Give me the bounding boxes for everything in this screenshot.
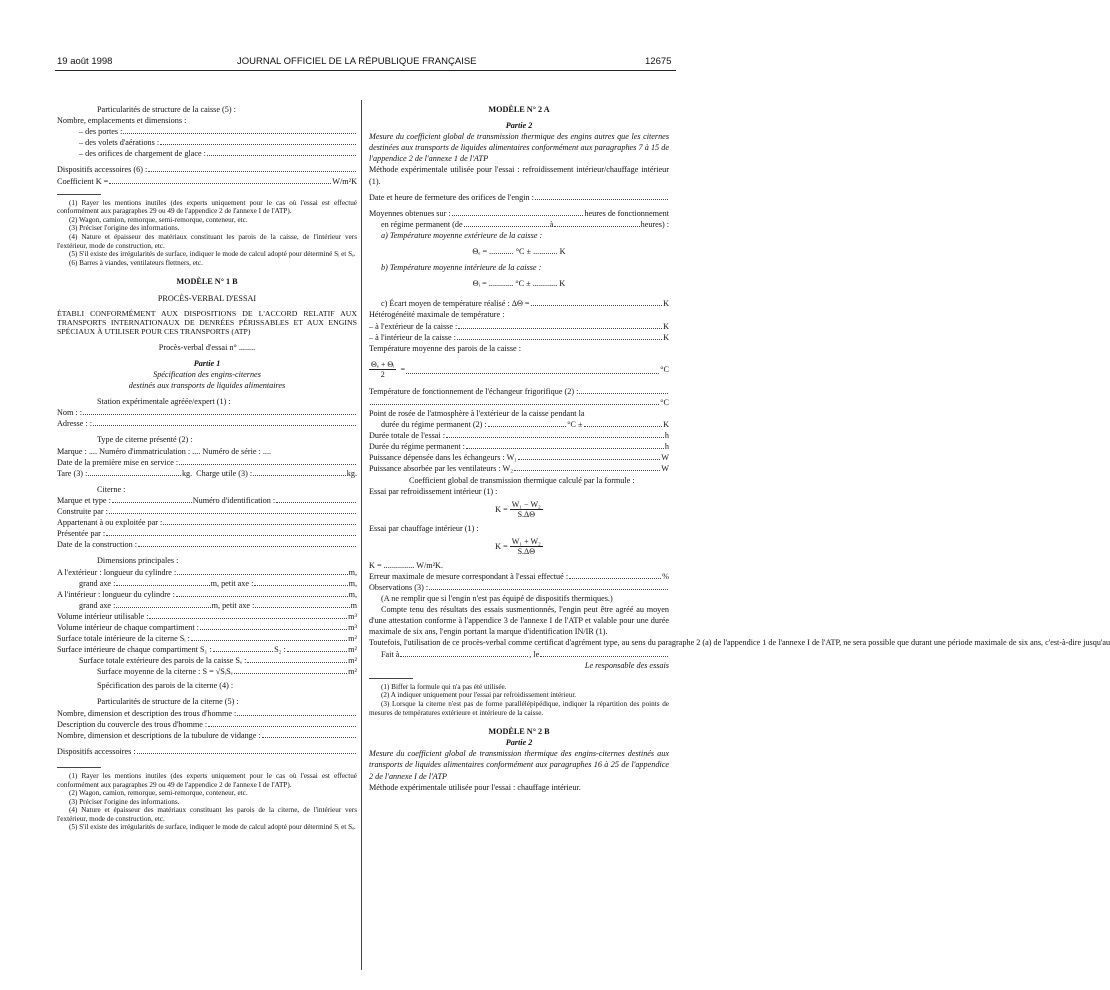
footnote: (2) A indiquer uniquement pour l'essai par refroidissement intérieur. <box>381 691 577 700</box>
column-divider <box>361 100 362 970</box>
form-line: Température de fonctionnement de l'échangeur frigorifique (2) : <box>369 386 669 397</box>
form-line: Marque et type : Numéro d'identification : <box>57 495 357 506</box>
text-line: Hétérogénéité maximale de température : <box>369 310 505 320</box>
form-line: Puissance absorbée par les ventilateurs : W₂ W <box>369 464 669 474</box>
form-line: – à l'extérieur de la caisse : K <box>369 321 669 331</box>
subtitle: destinés aux transports de liquides alimentaires <box>128 381 286 391</box>
footnote: (5) S'il existe des irrégularités de surface, indiquer le mode de calcul adopté pour déterminé Sᵢ et Sₑ. <box>69 250 356 259</box>
footnote-separator <box>57 767 101 768</box>
footnote-separator <box>369 678 413 679</box>
footnote: (4) Nature et épaisseur des matériaux constituant les parois de la citerne, de l'intérieur vers l'extérieur, mode de construction, etc. <box>57 806 357 823</box>
form-line: Volume intérieur utilisable : m³ <box>57 611 357 621</box>
text-line: Dimensions principales : <box>97 556 179 566</box>
form-line: Date de la construction : <box>57 539 357 550</box>
footnote: (1) Rayer les mentions inutiles (des experts uniquement pour le cas où l'essai est effectué conformément aux paragraphes 29 ou 49 de l'appendice 2 de l'annexe I de l'ATP). <box>57 198 357 216</box>
form-line: Dispositifs accessoires : <box>57 746 357 757</box>
header-date: 19 août 1998 <box>57 56 113 67</box>
formula-line: Θₑ = ............ °C ± ............ K <box>472 247 566 257</box>
form-line: – des orifices de chargement de glace : <box>57 148 357 159</box>
footnote: (2) Wagon, camion, remorque, semi-remorque, conteneur, etc. <box>69 215 248 224</box>
form-line: Tare (3) : kg. Charge utile (3) : kg. <box>57 468 358 478</box>
formula-block: $K = \frac{\text{W₁ + W₂}}{S.\Delta\Theta}$ <box>495 536 541 556</box>
form-line: c) Écart moyen de température réalisé : ΔΘ = K <box>381 299 669 309</box>
text-line: Station expérimentale agréée/expert (1) : <box>97 397 231 407</box>
text-block: Mesure du coefficient global de transmission thermique des engins-citernes destinés aux transports de liquides alimentaires conformément aux paragraphes 16 à 25 de l'appendice 2 de l'annexe I de l'ATP <box>369 749 669 781</box>
text-line: Marque : .... Numéro d'immatriculation : .... Numéro de série : .... <box>57 446 272 456</box>
form-line: Fait à , le <box>369 649 669 660</box>
model-title: MODÈLE N° 2 B <box>488 727 550 737</box>
part-title: Partie 2 <box>505 121 533 131</box>
form-line: Construite par : <box>57 506 357 517</box>
form-line: °C <box>369 397 669 408</box>
part-title: Partie 2 <box>505 738 533 748</box>
fraction-numerator: Θₑ + Θᵢ <box>371 359 395 369</box>
form-line: grand axe : m, petit axe : m, <box>79 578 358 588</box>
fraction-denominator: 2 <box>380 369 385 379</box>
text-line: Essai par chauffage intérieur (1) : <box>369 523 479 533</box>
form-line: – des portes : <box>57 126 357 137</box>
text-line: Procès-verbal d'essai n° ........ <box>158 342 256 352</box>
footnote: (5) S'il existe des irrégularités de surface, indiquer le mode de calcul adopté pour déterminé Sᵢ et Sₑ. <box>69 823 356 832</box>
form-line: Volume intérieur de chaque compartiment : m³ <box>57 622 357 632</box>
form-line: A l'intérieur : longueur du cylindre : m, <box>57 589 357 599</box>
text-line: Nombre, emplacements et dimensions : <box>57 116 187 126</box>
form-line: Date et heure de fermeture des orifices de l'engin : <box>369 192 669 203</box>
footnote: (6) Barres à viandes, ventilateurs flettners, etc. <box>69 258 203 267</box>
text-block: Méthode expérimentale utilisée pour l'essai : refroidissement intérieur/chauffage intérieur (1). <box>369 165 669 186</box>
form-line: Dispositifs accessoires (6) : <box>57 164 357 175</box>
form-line: Nombre, dimension et description des trous d'homme : <box>57 708 357 719</box>
text-line: Essai par refroidissement intérieur (1) : <box>369 486 498 496</box>
text-line: K = ............... W/m²K. <box>369 560 444 570</box>
text-line: Particularités de structure de la citerne (5) : <box>97 697 239 707</box>
footnote-separator <box>57 194 101 195</box>
footnote: (1) Biffer la formule qui n'a pas été utilisée. <box>381 682 507 691</box>
form-line: durée du régime permanent (2) : °C ± K <box>381 420 670 430</box>
header-page-number: 12675 <box>645 56 672 67</box>
form-line: Coefficient K = W/m²K <box>57 176 357 186</box>
form-line: grand axe : m, petit axe : m <box>79 600 357 610</box>
text-line: Citerne : <box>97 484 126 494</box>
form-line: Surface intérieure de chaque compartiment S₁ : S₂ : m² <box>57 645 357 655</box>
form-line: Date de la première mise en service : <box>57 457 357 468</box>
text-block: Coefficient global de transmission thermique calculé par la formule : <box>409 475 635 485</box>
left-column <box>57 104 357 832</box>
form-line: Surface moyenne de la citerne : S = √SᵢSₑ m² <box>97 667 357 677</box>
form-line: Durée totale de l'essai : h <box>369 431 669 441</box>
model-title: MODÈLE N° 1 B <box>176 277 238 287</box>
text-block: (A ne remplir que si l'engin n'est pas équipé de dispositifs thermiques.) <box>381 594 613 604</box>
header-title: JOURNAL OFFICIEL DE LA RÉPUBLIQUE FRANÇAISE <box>237 56 477 67</box>
text-line: Température moyenne des parois de la caisse : <box>369 343 521 353</box>
formula-line: $\frac{\text{Θₑ + Θᵢ}}{2}$ = °C <box>371 359 669 379</box>
footnote: (1) Rayer les mentions inutiles (des experts uniquement pour le cas où l'essai est effectué conformément aux paragraphes 29 ou 49 de l'appendice 2 de l'annexe I de l'ATP). <box>57 771 357 789</box>
text-block: Mesure du coefficient global de transmission thermique des engins autres que les citernes destinées aux transports de liquides alimentaires conformément aux paragraphes 7 à 15 de l'appendice 2 de l'annexe 1 de l'ATP <box>369 132 669 164</box>
text-line: Spécification des parois de la citerne (4) : <box>97 681 234 691</box>
form-line: Puissance dépensée dans les échangeurs : W₁ W <box>369 453 669 463</box>
header-rule <box>55 70 676 71</box>
footnote: (3) Préciser l'origine des informations. <box>69 797 180 806</box>
form-line: Nombre, dimension et descriptions de la tubulure de vidange : <box>57 730 357 741</box>
form-line: Moyennes obtenues sur : heures de fonctionnement <box>369 208 669 218</box>
subtitle: Spécification des engins-citernes <box>153 370 261 379</box>
text-block: Compte tenu des résultats des essais susmentionnés, l'engin peut être agréé au moyen d'une attestation conforme à l'appendice 3 de l'annexe I de l'ATP et valable pour une durée maximale de six ans, l'engin portant la marque d'identification IN/IR (1). <box>369 605 669 637</box>
text-line: Point de rosée de l'atmosphère à l'extérieur de la caisse pendant la <box>369 408 585 418</box>
footnote: (2) Wagon, camion, remorque, semi-remorque, conteneur, etc. <box>69 789 248 798</box>
form-line: Appartenant à ou exploitée par : <box>57 517 357 528</box>
text-line: Particularités de structure de la caisse (5) : <box>97 105 236 114</box>
form-line: – à l'intérieur de la caisse : K <box>369 332 669 342</box>
form-line: – des volets d'aérations : <box>57 137 357 148</box>
form-line: Surface totale extérieure des parois de la caisse Sₑ : m² <box>79 656 357 666</box>
formula-line: Θᵢ = ............ °C ± ............ K <box>472 279 566 289</box>
form-line: Présentée par : <box>57 528 357 539</box>
form-line: A l'extérieur : longueur du cylindre : m, <box>57 567 357 577</box>
form-line: Surface totale intérieure de la citerne Sᵢ : m² <box>57 634 357 644</box>
text-block: Méthode expérimentale utilisée pour l'essai : chauffage intérieur. <box>369 782 581 792</box>
form-line: en régime permanent (de à heures) : <box>381 219 670 229</box>
text-line: Type de citerne présenté (2) : <box>97 435 193 445</box>
model-title: MODÈLE N° 2 A <box>488 105 550 114</box>
form-line: Toutefois, l'utilisation de ce procès-verbal comme certificat d'agrément type, au sens du paragraphe 2 (a) de l'appendice 1 de l'annexe I de l'ATP, ne sera possible que durant une période maximale de six ans, c'est-à-dire jusqu'au <box>369 638 1110 648</box>
formula-block: $K = \frac{\text{W₁ − W₂}}{S.\Delta\Theta}$ <box>495 499 541 519</box>
footnote: (3) Préciser l'origine des informations. <box>69 224 180 233</box>
footnote: (3) Lorsque la citerne n'est pas de forme parallélépipédique, indiquer la répartition des points de mesures de températures extérieure et intérieure de la caisse. <box>369 699 669 717</box>
right-column <box>369 104 1110 793</box>
form-line: Observations (3) : <box>369 582 669 593</box>
signature-label: Le responsable des essais <box>584 660 669 670</box>
form-line: Adresse : : <box>57 418 357 429</box>
footnote: (4) Nature et épaisseur des matériaux constituant les parois de la caisse, de l'intérieur vers l'extérieur, mode de construction, etc. <box>57 233 357 250</box>
text-line: a) Température moyenne extérieure de la caisse : <box>381 230 543 240</box>
form-line: Durée du régime permanent : h <box>369 442 669 452</box>
form-line: Description du couvercle des trous d'homme : <box>57 719 357 730</box>
form-line: Nom : : <box>57 407 357 418</box>
section-title: PROCÈS-VERBAL D'ESSAI <box>157 293 257 303</box>
text-block: ÉTABLI CONFORMÉMENT AUX DISPOSITIONS DE L'ACCORD RELATIF AUX TRANSPORTS INTERNATIONAUX DE DENRÉES PÉRISSABLES ET AUX ENGINS SPÉCIAUX À UTILISER POUR CES TRANSPORTS (ATP) <box>57 308 357 337</box>
form-line: Erreur maximale de mesure correspondant à l'essai effectué : % <box>369 571 669 581</box>
part-title: Partie 1 <box>193 358 221 368</box>
text-line: b) Température moyenne intérieure de la caisse : <box>381 263 542 273</box>
